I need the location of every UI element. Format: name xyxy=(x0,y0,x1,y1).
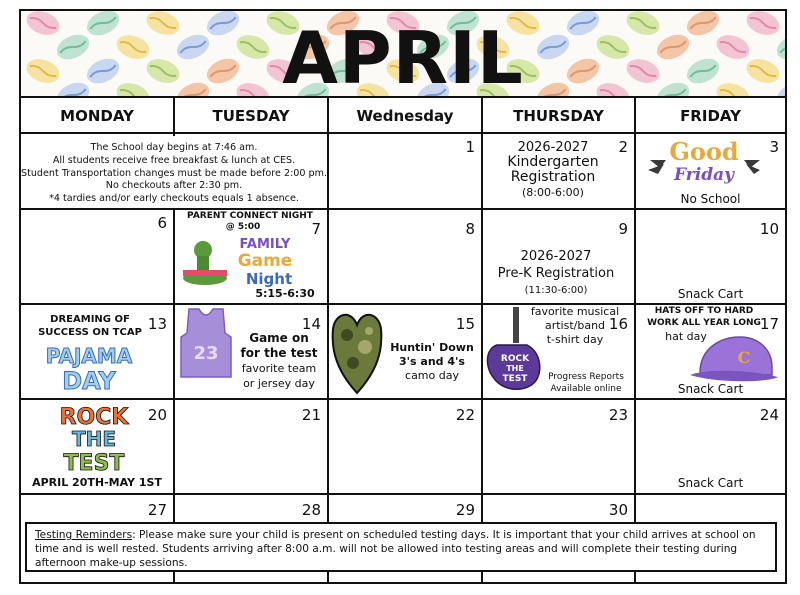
day-number: 27 xyxy=(147,501,167,519)
event-title: favorite musical xyxy=(530,305,620,318)
day-number: 8 xyxy=(465,220,475,238)
event-year: 2026-2027 xyxy=(520,249,592,264)
testing-reminder xyxy=(25,522,777,572)
day-number: 30 xyxy=(608,501,628,519)
logo-text: TEST xyxy=(63,451,125,474)
day-number: 14 xyxy=(301,315,321,333)
event-title: Game on xyxy=(249,331,309,345)
logo-text: ROCK xyxy=(59,405,129,430)
day-cell-20 xyxy=(21,400,173,493)
jersey-icon xyxy=(177,307,235,379)
day-cell-28 xyxy=(175,495,327,521)
day-number: 24 xyxy=(759,406,779,424)
day-number: 9 xyxy=(618,220,628,238)
day-number: 17 xyxy=(759,315,779,333)
day-cell-7 xyxy=(175,210,327,303)
rock-the-test-logo xyxy=(39,402,149,474)
day-number: 22 xyxy=(455,406,475,424)
logo-text: TEST xyxy=(502,374,528,384)
family-game-night-logo xyxy=(179,232,309,288)
event-time: (11:30-6:00) xyxy=(524,285,588,296)
day-number: 6 xyxy=(157,214,167,232)
event-title: DREAMING OF xyxy=(50,314,130,325)
event-title: HATS OFF TO HARD xyxy=(654,306,754,316)
day-cell-15 xyxy=(329,305,481,398)
pajama-day-logo xyxy=(39,341,139,395)
good-friday-logo xyxy=(644,136,764,188)
event-year: 2026-2027 xyxy=(517,140,589,155)
day-cell-3 xyxy=(636,134,785,208)
event-title: artist/band xyxy=(544,319,606,332)
note-line: *4 tardies and/or early checkouts equals 1 absence. xyxy=(49,193,299,205)
event-text: camo day xyxy=(405,369,459,382)
event-title: Registration xyxy=(510,169,596,185)
day-cell-1 xyxy=(329,134,481,208)
event-text: or jersey day xyxy=(243,377,315,390)
day-cell-2 xyxy=(483,134,634,208)
day-cell-16 xyxy=(483,305,634,398)
day-number: 1 xyxy=(465,138,475,156)
school-notes xyxy=(21,142,327,206)
event-text: favorite team xyxy=(241,362,317,375)
day-cell-23 xyxy=(483,400,634,493)
day-number: 2 xyxy=(618,138,628,156)
dayname-thursday: THURSDAY xyxy=(513,107,604,125)
event-title: Pre-K Registration xyxy=(497,266,615,281)
event-text: Snack Cart xyxy=(677,476,744,490)
logo-text: FAMILY xyxy=(239,237,291,252)
logo-text: ROCK xyxy=(500,354,530,364)
day-cell-21 xyxy=(175,400,327,493)
day-number: 28 xyxy=(301,501,321,519)
dayname-friday: FRIDAY xyxy=(680,107,741,125)
logo-text: Game xyxy=(237,251,293,271)
day-number: 16 xyxy=(608,315,628,333)
event-text: Snack Cart xyxy=(677,287,744,301)
day-number: 7 xyxy=(311,220,321,238)
month-title: APRIL xyxy=(282,16,524,96)
jersey-number: 23 xyxy=(193,343,219,364)
event-time: 5:15-6:30 xyxy=(255,287,315,300)
reminder-lead: Testing Reminders xyxy=(35,529,133,541)
event-title: SUCCESS ON TCAP xyxy=(38,327,142,338)
event-title: 3's and 4's xyxy=(399,355,465,368)
event-title: PARENT CONNECT NIGHT xyxy=(187,211,313,221)
dayname-monday: MONDAY xyxy=(60,107,134,125)
day-number: 15 xyxy=(455,315,475,333)
day-cell-9 xyxy=(483,210,634,303)
logo-text: Friday xyxy=(674,165,734,185)
day-cell-10 xyxy=(636,210,785,303)
event-text: Progress Reports xyxy=(548,372,624,382)
day-cell-27 xyxy=(21,495,173,521)
note-line: All students receive free breakfast & lunch at CES. xyxy=(52,154,296,166)
day-cell-29 xyxy=(329,495,481,521)
event-text: Snack Cart xyxy=(677,382,744,396)
event-dates: APRIL 20TH-MAY 1ST xyxy=(32,476,162,489)
logo-text: THE xyxy=(71,427,117,451)
note-line: The School day begins at 7:46 am. xyxy=(90,142,258,153)
event-time: (8:00-6:00) xyxy=(522,186,584,199)
event-text: hat day xyxy=(665,330,707,343)
event-title: for the test xyxy=(240,346,318,360)
day-cell-13 xyxy=(21,305,173,398)
camo-heart-icon xyxy=(329,307,385,397)
day-cell-14 xyxy=(175,305,327,398)
event-title: t-shirt day xyxy=(546,333,604,346)
note-line: Student Transportation changes must be made before 2:00 pm. xyxy=(21,167,327,179)
logo-text: THE xyxy=(506,364,524,373)
cap-letter: C xyxy=(737,348,751,367)
logo-text: DAY xyxy=(62,367,116,395)
logo-text: Night xyxy=(245,270,293,288)
school-notes-cell xyxy=(21,134,327,208)
logo-text: Good xyxy=(669,137,739,166)
day-number: 13 xyxy=(147,315,167,333)
event-title: Huntin' Down xyxy=(390,341,474,354)
day-number: 20 xyxy=(147,406,167,424)
calendar-grid xyxy=(19,96,787,584)
day-cell-22 xyxy=(329,400,481,493)
note-line: No checkouts after 2:30 pm. xyxy=(105,180,243,192)
event-text: No School xyxy=(680,192,741,206)
day-cell-24 xyxy=(636,400,785,493)
day-number: 3 xyxy=(769,138,779,156)
dayname-wednesday: Wednesday xyxy=(356,107,454,125)
day-number: 10 xyxy=(759,220,779,238)
day-number: 21 xyxy=(301,406,321,424)
event-title: Kindergarten xyxy=(507,154,599,170)
day-cell-30 xyxy=(483,495,634,521)
day-cell-6 xyxy=(21,210,173,303)
dayname-tuesday: TUESDAY xyxy=(212,107,290,125)
baseball-cap-icon xyxy=(686,333,782,385)
event-time: @ 5:00 xyxy=(225,222,261,232)
logo-text: PAJAMA xyxy=(45,344,133,368)
reminder-body: : Please make sure your child is present on scheduled testing days. It is important that your child arrives at school on time and is well rested. Students arriving after 8:00 a.m. will not be allowed into testing areas and will complete their testing during afternoon make-up sessions. xyxy=(35,529,756,570)
day-number: 29 xyxy=(455,501,475,519)
day-number: 23 xyxy=(608,406,628,424)
event-title: WORK ALL YEAR LONG xyxy=(647,318,761,328)
day-cell-17 xyxy=(636,305,785,398)
day-cell-8 xyxy=(329,210,481,303)
month-banner xyxy=(19,9,787,96)
event-text: Available online xyxy=(550,384,622,394)
